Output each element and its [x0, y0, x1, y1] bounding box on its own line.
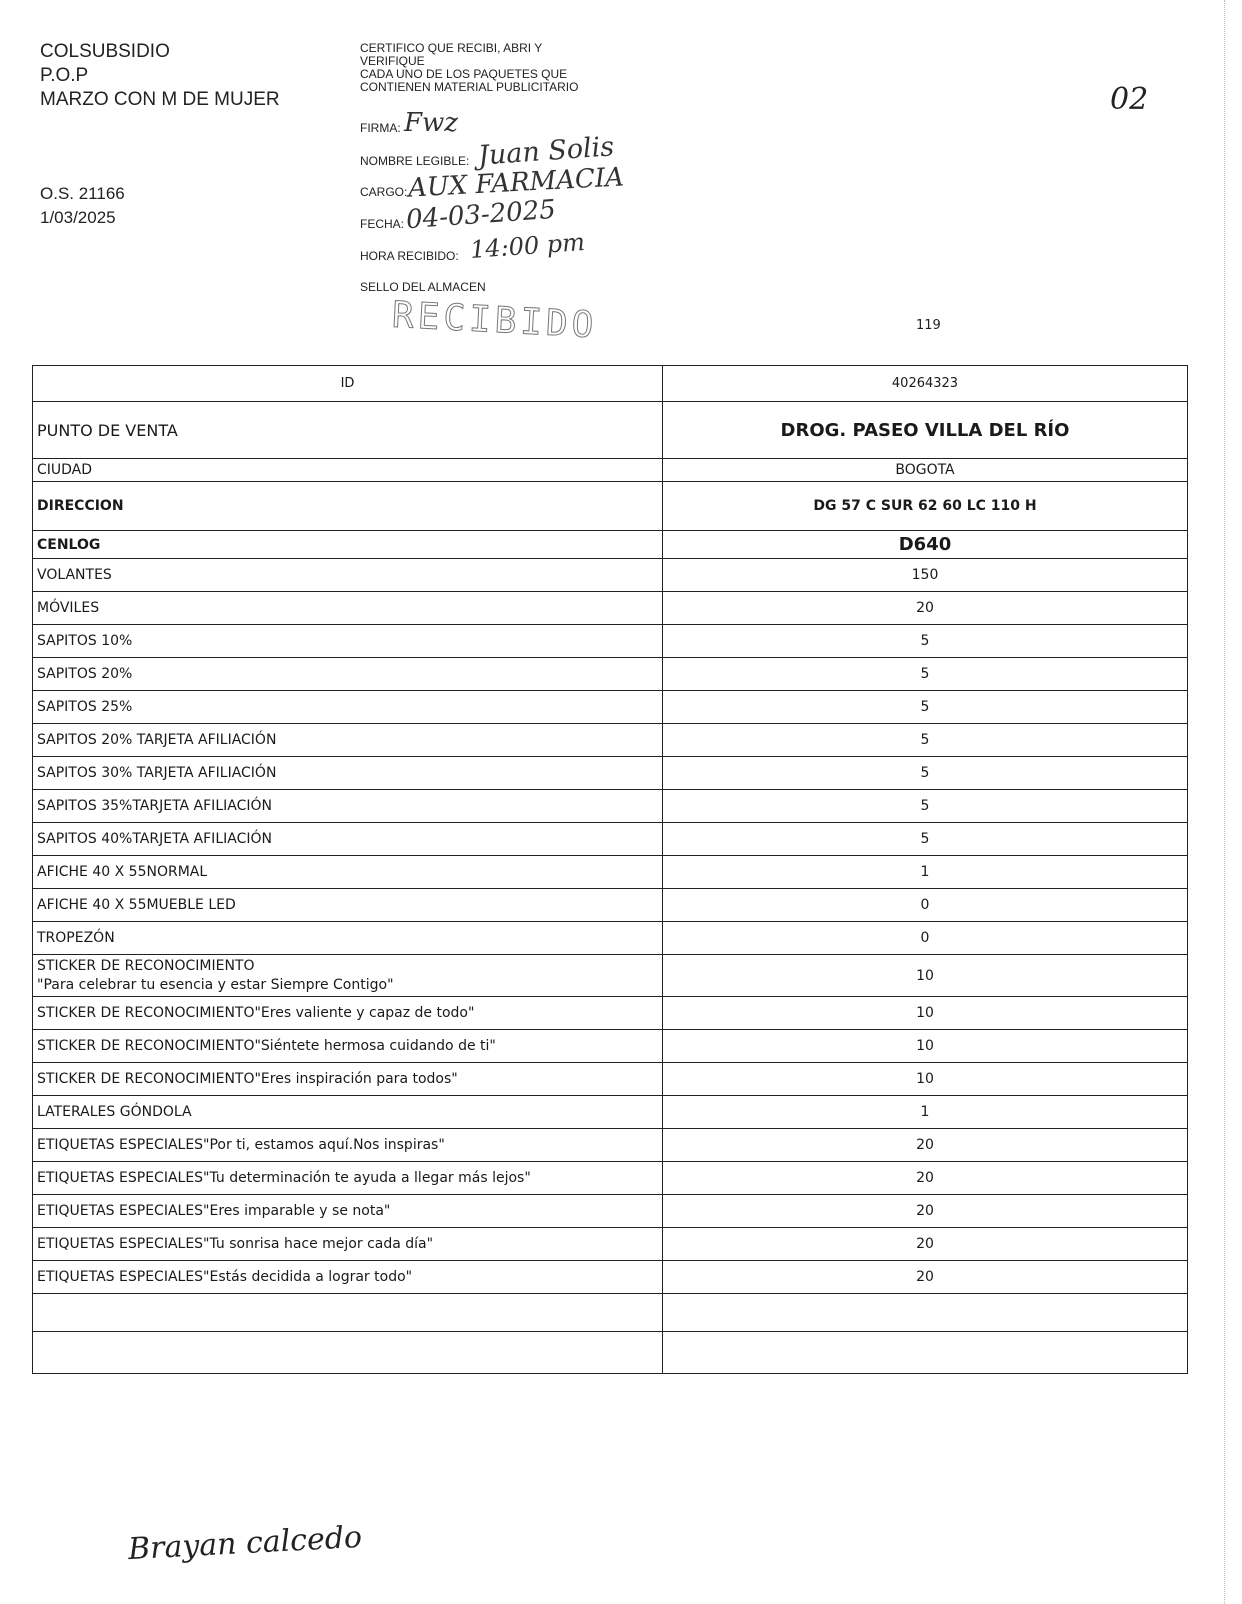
item-label: STICKER DE RECONOCIMIENTO"Siéntete hermosa cuidando de ti" — [33, 1030, 663, 1063]
item-label: AFICHE 40 X 55NORMAL — [33, 856, 663, 889]
item-label: ETIQUETAS ESPECIALES"Tu determinación te ayuda a llegar más lejos" — [33, 1162, 663, 1195]
item-qty: 5 — [663, 691, 1188, 724]
item-label: STICKER DE RECONOCIMIENTO"Eres inspiración para todos" — [33, 1063, 663, 1096]
handwritten-signature: Brayan calcedo — [127, 1519, 363, 1568]
item-qty: 20 — [663, 1129, 1188, 1162]
empty-row-cell — [33, 1332, 663, 1374]
item-label-line2: "Para celebrar tu esencia y estar Siempre Contigo" — [37, 976, 394, 993]
fecha-handwriting: 04-03-2025 — [405, 194, 557, 236]
item-qty: 10 — [663, 1063, 1188, 1096]
cert-line: CADA UNO DE LOS PAQUETES QUE — [360, 67, 568, 81]
item-qty: 20 — [663, 592, 1188, 625]
empty-row-cell — [33, 1294, 663, 1332]
page-number: 119 — [916, 318, 941, 333]
order-number: O.S. 21166 — [40, 184, 125, 203]
scan-edge — [1224, 0, 1228, 1604]
cert-line: VERIFIQUE — [360, 54, 425, 68]
item-qty: 10 — [663, 955, 1188, 997]
campaign-name: MARZO CON M DE MUJER — [40, 89, 280, 110]
cenlog-value: D640 — [663, 531, 1188, 559]
item-qty: 20 — [663, 1162, 1188, 1195]
item-label — [33, 955, 663, 997]
certification-text — [360, 42, 650, 94]
item-label: MÓVILES — [33, 592, 663, 625]
item-label: STICKER DE RECONOCIMIENTO"Eres valiente y capaz de todo" — [33, 997, 663, 1030]
item-qty: 10 — [663, 997, 1188, 1030]
item-qty: 5 — [663, 790, 1188, 823]
item-label-line1: STICKER DE RECONOCIMIENTO — [37, 957, 255, 974]
item-qty: 5 — [663, 658, 1188, 691]
order-block — [40, 182, 125, 230]
corner-mark: 02 — [1110, 82, 1149, 117]
header-block — [40, 40, 280, 112]
item-qty: 5 — [663, 625, 1188, 658]
item-qty: 20 — [663, 1228, 1188, 1261]
sello-label: SELLO DEL ALMACEN — [360, 280, 486, 294]
item-label: SAPITOS 25% — [33, 691, 663, 724]
punto-value: DROG. PASEO VILLA DEL RÍO — [663, 402, 1188, 459]
order-date: 1/03/2025 — [40, 208, 116, 227]
item-qty: 0 — [663, 889, 1188, 922]
delivery-table — [32, 365, 1188, 1374]
item-label: ETIQUETAS ESPECIALES"Tu sonrisa hace mejor cada día" — [33, 1228, 663, 1261]
item-qty: 5 — [663, 724, 1188, 757]
direccion-value: DG 57 C SUR 62 60 LC 110 H — [663, 482, 1188, 531]
item-label: SAPITOS 10% — [33, 625, 663, 658]
item-label: TROPEZÓN — [33, 922, 663, 955]
item-label: ETIQUETAS ESPECIALES"Eres imparable y se nota" — [33, 1195, 663, 1228]
nombre-handwriting: Juan Solis — [477, 131, 616, 172]
company-name: COLSUBSIDIO — [40, 41, 170, 62]
ciudad-value: BOGOTA — [663, 459, 1188, 482]
cert-line: CONTIENEN MATERIAL PUBLICITARIO — [360, 80, 579, 94]
item-qty: 5 — [663, 823, 1188, 856]
punto-label: PUNTO DE VENTA — [33, 402, 663, 459]
cargo-handwriting: AUX FARMACIA — [407, 162, 625, 204]
item-qty: 10 — [663, 1030, 1188, 1063]
item-qty: 5 — [663, 757, 1188, 790]
item-label: SAPITOS 30% TARJETA AFILIACIÓN — [33, 757, 663, 790]
direccion-label: DIRECCION — [33, 482, 663, 531]
cargo-label: CARGO: — [360, 185, 408, 199]
firma-label: FIRMA: — [360, 121, 401, 135]
hora-label: HORA RECIBIDO: — [360, 249, 459, 263]
cert-line: CERTIFICO QUE RECIBI, ABRI Y — [360, 41, 543, 55]
empty-row-cell — [663, 1294, 1188, 1332]
received-stamp: RECIBIDO — [391, 294, 599, 347]
id-value: 40264323 — [663, 366, 1188, 402]
item-label: SAPITOS 20% — [33, 658, 663, 691]
id-label: ID — [33, 366, 663, 402]
item-qty: 1 — [663, 1096, 1188, 1129]
ciudad-label: CIUDAD — [33, 459, 663, 482]
item-label: VOLANTES — [33, 559, 663, 592]
item-label: ETIQUETAS ESPECIALES"Por ti, estamos aquí.Nos inspiras" — [33, 1129, 663, 1162]
cenlog-label: CENLOG — [33, 531, 663, 559]
item-label: SAPITOS 35%TARJETA AFILIACIÓN — [33, 790, 663, 823]
header-line2: P.O.P — [40, 65, 89, 86]
item-qty: 20 — [663, 1261, 1188, 1294]
item-qty: 0 — [663, 922, 1188, 955]
item-label: SAPITOS 20% TARJETA AFILIACIÓN — [33, 724, 663, 757]
item-label: LATERALES GÓNDOLA — [33, 1096, 663, 1129]
fecha-label: FECHA: — [360, 217, 405, 231]
item-label: ETIQUETAS ESPECIALES"Estás decidida a lograr todo" — [33, 1261, 663, 1294]
firma-handwriting: Fwz — [404, 108, 458, 138]
item-qty: 1 — [663, 856, 1188, 889]
hora-handwriting: 14:00 pm — [469, 228, 586, 264]
empty-row-cell — [663, 1332, 1188, 1374]
item-label: SAPITOS 40%TARJETA AFILIACIÓN — [33, 823, 663, 856]
nombre-label: NOMBRE LEGIBLE: — [360, 154, 470, 168]
item-label: AFICHE 40 X 55MUEBLE LED — [33, 889, 663, 922]
item-qty: 150 — [663, 559, 1188, 592]
item-qty: 20 — [663, 1195, 1188, 1228]
